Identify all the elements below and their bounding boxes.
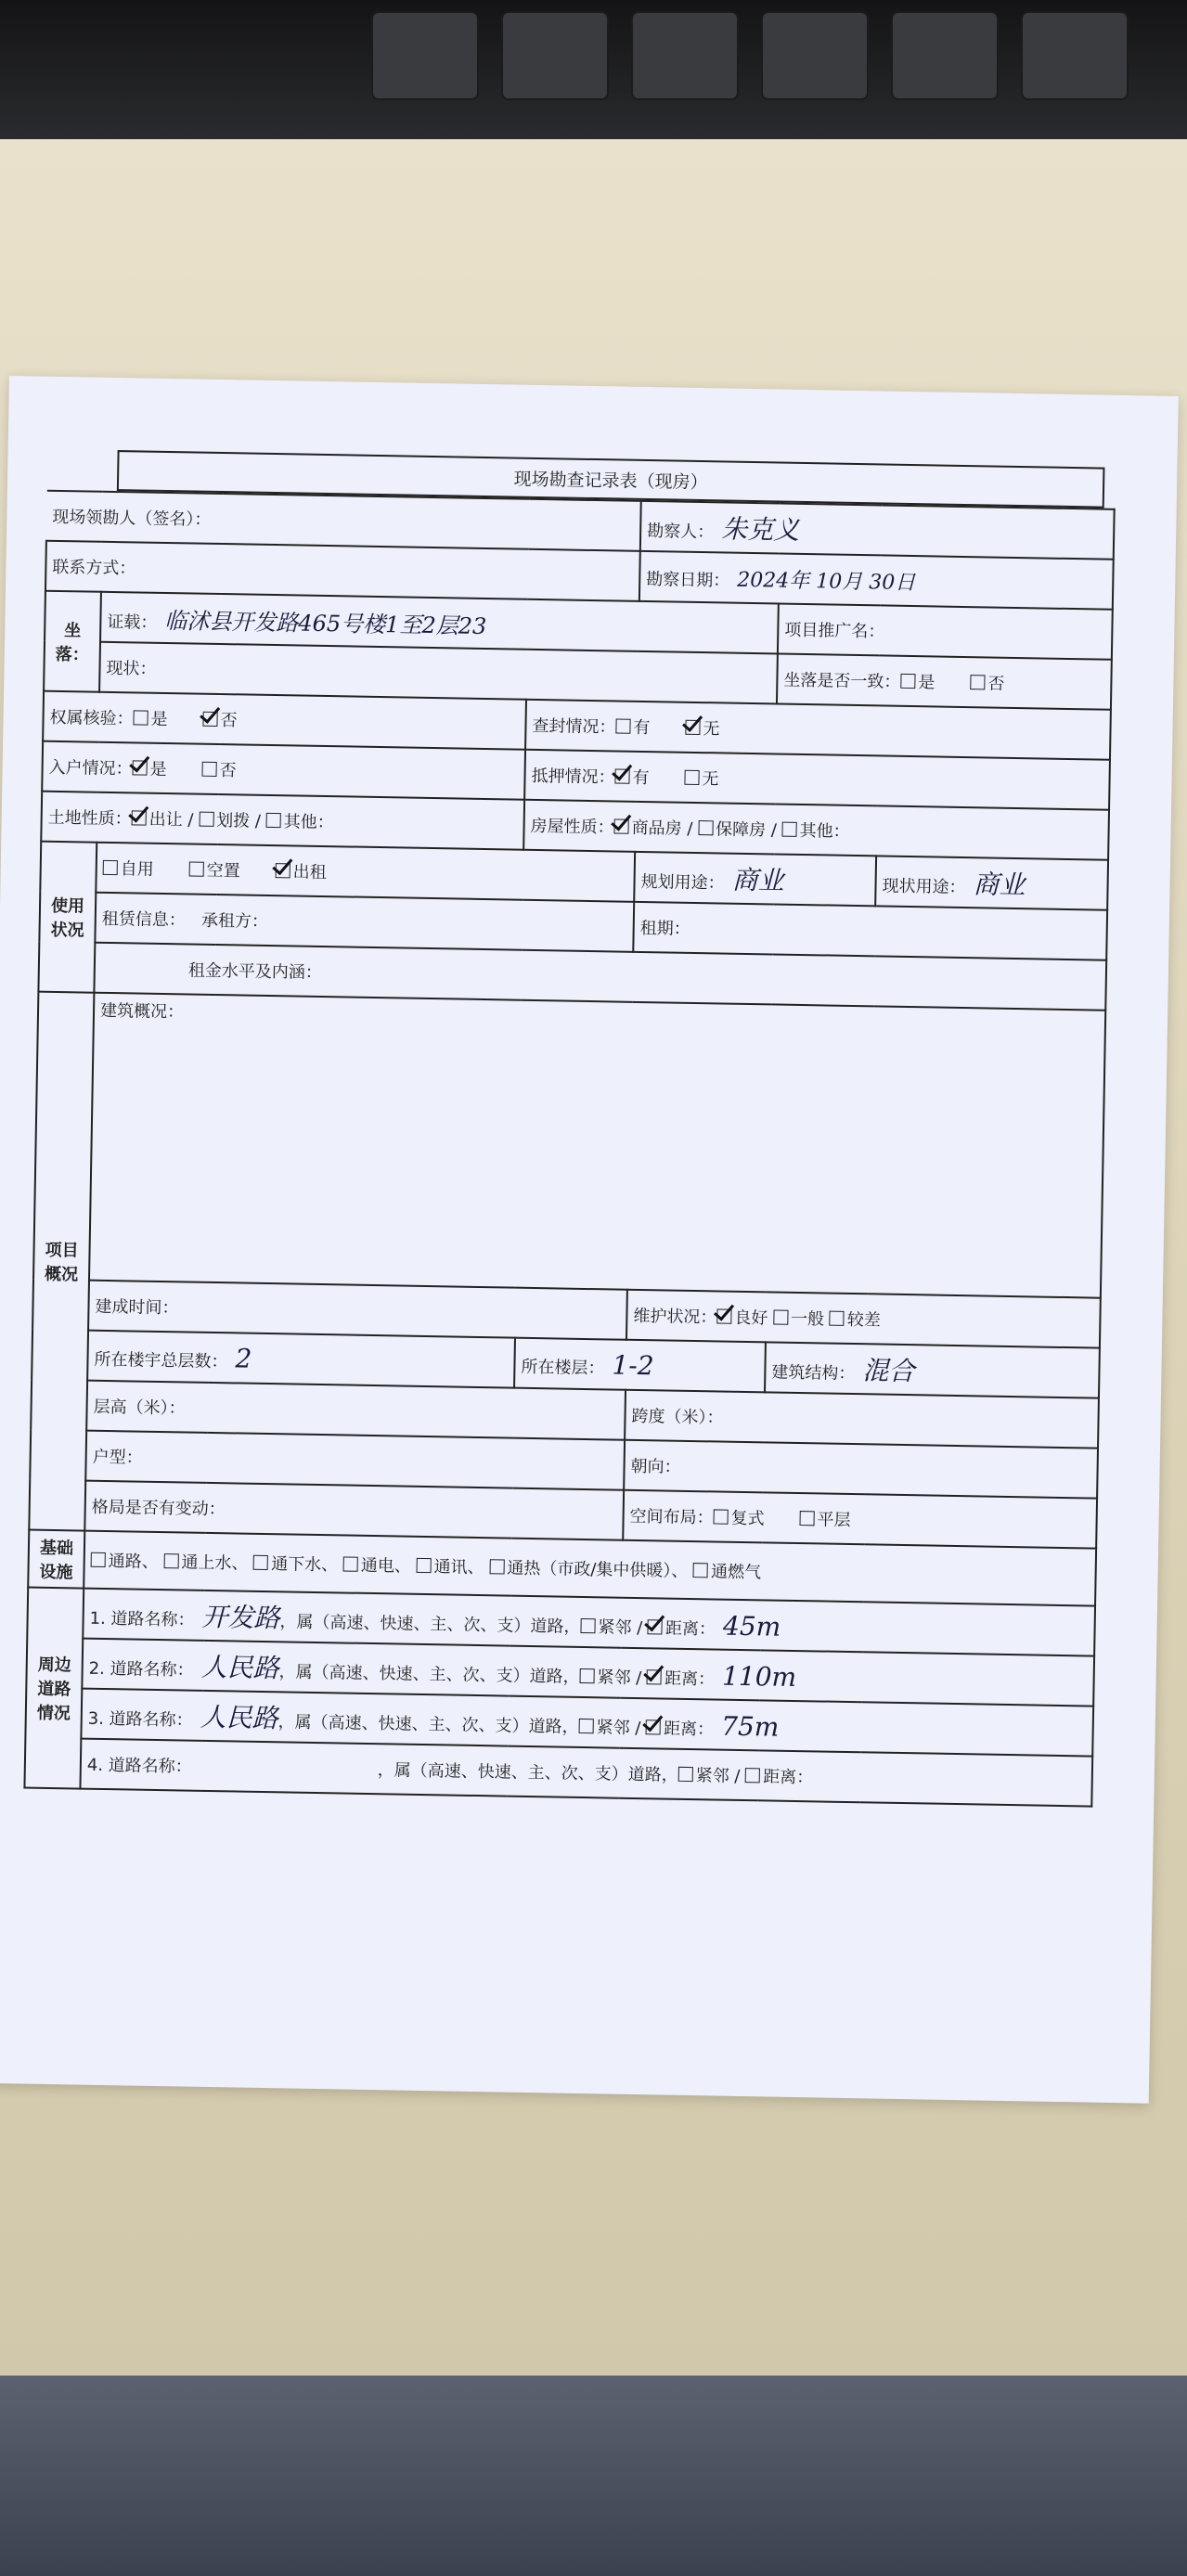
checkbox-infra-road[interactable] xyxy=(91,1552,106,1567)
checkbox-maint-good[interactable] xyxy=(716,1308,731,1323)
road-3-distance: 75m xyxy=(720,1710,780,1743)
roads-label: 周边道路情况 xyxy=(24,1588,84,1789)
struct-value: 混合 xyxy=(862,1355,915,1387)
paper-sheet xyxy=(0,376,1179,2104)
entry-label: 入户情况： xyxy=(48,757,133,779)
location-label: 坐落： xyxy=(44,591,101,692)
plan-use-value: 商业 xyxy=(731,864,784,896)
rent-label: 租金水平及内涵： xyxy=(187,960,323,983)
keyboard-key xyxy=(761,11,869,100)
checkbox-maint-avg[interactable] xyxy=(773,1310,788,1325)
checkbox-vacant[interactable] xyxy=(189,861,204,876)
surveyor-signature: 朱克义 xyxy=(720,513,800,546)
layout-flat-label: 平层 xyxy=(817,1510,851,1531)
type-label: 户型： xyxy=(92,1447,143,1468)
road-4-middle: ，属（高速、快速、主、次、支）道路， xyxy=(377,1760,678,1785)
keyboard-key xyxy=(631,11,739,100)
road-2-distance: 110m xyxy=(721,1660,797,1694)
floor-value: 1-2 xyxy=(612,1349,654,1381)
road-4-adjacent-label: 紧邻 / xyxy=(695,1766,741,1786)
layout-label: 空间布局： xyxy=(629,1506,714,1528)
floor-label: 所在楼层： xyxy=(521,1357,605,1378)
checkbox-infra-power[interactable] xyxy=(343,1556,358,1571)
promoter-label: 项目推广名： xyxy=(784,620,885,642)
seal-no-label: 无 xyxy=(703,719,720,740)
road-4-prefix: 4. 道路名称： xyxy=(86,1755,192,1777)
infra-water-label: 通上水、 xyxy=(181,1552,249,1574)
road-3-adjacent-label: 紧邻 / xyxy=(596,1718,641,1739)
current-use-label: 现状用途： xyxy=(882,876,966,898)
project-label: 项目概况 xyxy=(29,992,94,1531)
infra-gas-label: 通燃气 xyxy=(710,1562,762,1583)
checkbox-road-1-distance[interactable] xyxy=(648,1619,663,1634)
checkbox-maint-bad[interactable] xyxy=(830,1311,845,1326)
orient-label: 朝向： xyxy=(630,1456,681,1477)
road-3-name: 人民路 xyxy=(200,1701,279,1734)
mortgage-no-label: 无 xyxy=(702,769,719,790)
lessor-label: 承租方： xyxy=(200,910,269,932)
cert-address: 临沭县开发路465号楼1至2层23 xyxy=(164,607,487,639)
checkbox-self-use[interactable] xyxy=(103,860,118,875)
road-1-name: 开发路 xyxy=(201,1601,280,1634)
checkbox-consistent-no[interactable] xyxy=(970,675,985,689)
term-label: 租期： xyxy=(639,918,690,939)
survey-form xyxy=(23,490,1113,1808)
checkbox-land-other[interactable] xyxy=(266,813,281,828)
entry-no-label: 否 xyxy=(219,761,237,781)
road-3-middle: ，属（高速、快速、主、次、支）道路， xyxy=(277,1712,579,1737)
land-allocate-label: 划拨 xyxy=(215,810,251,831)
row-land: 土地性质： 出让 / 划拨 / 其他： 房屋性质： 商品房 / 保障房 / 其他： xyxy=(41,792,1109,860)
height-label: 层高（米）： xyxy=(93,1397,186,1419)
contact-label: 联系方式： xyxy=(52,557,136,579)
checkbox-layout-flat[interactable] xyxy=(800,1511,815,1526)
checkbox-road-3-adjacent[interactable] xyxy=(578,1719,593,1733)
surveyor-label: 勘察人： xyxy=(646,522,715,543)
checkbox-ownership-no[interactable] xyxy=(202,712,217,727)
infra-road-label: 通路、 xyxy=(108,1552,159,1572)
checkbox-rented[interactable] xyxy=(276,863,290,878)
checkbox-infra-heat[interactable] xyxy=(489,1559,504,1574)
road-1-adjacent-label: 紧邻 / xyxy=(598,1617,643,1639)
checkbox-ownership-yes[interactable] xyxy=(133,710,148,725)
checkbox-road-4-adjacent[interactable] xyxy=(678,1767,693,1782)
consistent-no-label: 否 xyxy=(987,674,1005,694)
checkbox-land-allocate[interactable] xyxy=(199,812,213,827)
consistent-yes-label: 是 xyxy=(918,673,935,693)
checkbox-infra-drain[interactable] xyxy=(253,1555,268,1570)
survey-date: 2024年 10月 30日 xyxy=(737,568,916,595)
date-label: 勘察日期： xyxy=(646,569,730,591)
land-label: 土地性质： xyxy=(47,807,132,830)
road-2-prefix: 2. 道路名称： xyxy=(88,1658,194,1681)
row-overview xyxy=(33,992,1105,1298)
span-label: 跨度（米）： xyxy=(631,1406,724,1428)
road-2-name: 人民路 xyxy=(200,1651,279,1684)
checkbox-road-2-distance[interactable] xyxy=(647,1669,662,1684)
infra-drain-label: 通下水、 xyxy=(270,1554,339,1576)
floors-label: 所在楼宇总层数： xyxy=(94,1349,228,1372)
checkbox-house-other[interactable] xyxy=(781,822,796,837)
infra-telecom-label: 通讯、 xyxy=(433,1557,484,1578)
cert-label: 证载： xyxy=(107,612,158,633)
checkbox-infra-telecom[interactable] xyxy=(416,1558,431,1573)
lease-label: 租赁信息： xyxy=(101,908,186,931)
survey-table xyxy=(23,490,1115,1808)
infra-heat-label: 通热（市政/集中供暖）、 xyxy=(507,1558,689,1581)
ownership-no-label: 否 xyxy=(220,711,238,731)
ownership-label: 权属核验： xyxy=(49,707,134,729)
checkbox-consistent-yes[interactable] xyxy=(900,674,915,689)
layout-duplex-label: 复式 xyxy=(730,1508,765,1529)
house-commercial-label: 商品房 xyxy=(631,818,682,839)
house-affordable-label: 保障房 xyxy=(715,819,767,841)
struct-label: 建筑结构： xyxy=(771,1362,856,1385)
road-3-distance-label: 距离： xyxy=(663,1719,715,1740)
maint-label: 维护状况： xyxy=(633,1306,717,1328)
seal-yes-label: 有 xyxy=(633,717,651,739)
checkbox-road-1-adjacent[interactable] xyxy=(580,1618,595,1633)
checkbox-layout-duplex[interactable] xyxy=(714,1509,729,1524)
maint-good-label: 良好 xyxy=(734,1307,768,1329)
entry-yes-label: 是 xyxy=(149,759,167,780)
keyboard-key xyxy=(891,11,999,100)
built-label: 建成时间： xyxy=(95,1296,179,1319)
change-label: 格局是否有变动： xyxy=(91,1497,226,1520)
floor-background xyxy=(0,2376,1187,2576)
overview-label: 建筑概况： xyxy=(99,1000,185,1023)
investigator-label: 现场领勘人（签名）： xyxy=(52,507,212,530)
checkbox-seal-no[interactable] xyxy=(685,720,700,735)
road-4-distance-label: 距离： xyxy=(763,1767,814,1788)
infra-power-label: 通电、 xyxy=(360,1555,412,1577)
form-title: 现场勘查记录表（现房） xyxy=(117,450,1105,509)
keyboard-key xyxy=(371,11,479,100)
maint-bad-label: 较差 xyxy=(846,1309,882,1331)
road-3-prefix: 3. 道路名称： xyxy=(87,1708,193,1731)
checkbox-infra-gas[interactable] xyxy=(693,1563,708,1578)
road-2-adjacent-label: 紧邻 / xyxy=(597,1668,642,1689)
land-other-label: 其他： xyxy=(283,812,334,833)
ownership-yes-label: 是 xyxy=(150,709,168,730)
floors-value: 2 xyxy=(235,1342,252,1374)
checkbox-road-3-distance[interactable] xyxy=(646,1719,661,1734)
checkbox-entry-no[interactable] xyxy=(201,762,216,777)
checkbox-mortgage-no[interactable] xyxy=(684,770,699,785)
checkbox-house-commercial[interactable] xyxy=(613,818,628,833)
checkbox-house-affordable[interactable] xyxy=(698,820,713,835)
infra-label: 基础设施 xyxy=(28,1530,84,1589)
keyboard-key xyxy=(501,11,609,100)
checkbox-road-4-distance[interactable] xyxy=(745,1768,760,1783)
keyboard xyxy=(0,0,1187,139)
consistent-label: 坐落是否一致： xyxy=(783,670,901,692)
road-1-middle: ，属（高速、快速、主、次、支）道路， xyxy=(279,1612,581,1637)
house-other-label: 其他： xyxy=(799,820,850,842)
checkbox-land-transfer[interactable] xyxy=(132,810,147,825)
usage-label: 使用状况 xyxy=(38,842,97,993)
land-transfer-label: 出让 xyxy=(148,809,183,831)
mortgage-label: 抵押情况： xyxy=(531,766,615,788)
checkbox-entry-yes[interactable] xyxy=(133,760,148,775)
road-1-distance: 45m xyxy=(722,1610,781,1642)
road-1-prefix: 1. 道路名称： xyxy=(89,1608,195,1630)
maint-avg-label: 一般 xyxy=(790,1308,825,1330)
status-label: 现状： xyxy=(106,658,157,679)
mortgage-yes-label: 有 xyxy=(632,767,650,789)
rented-label: 出租 xyxy=(292,862,327,883)
checkbox-road-2-adjacent[interactable] xyxy=(579,1668,594,1683)
checkbox-mortgage-yes[interactable] xyxy=(614,768,629,783)
plan-use-label: 规划用途： xyxy=(640,871,725,894)
self-use-label: 自用 xyxy=(120,859,154,880)
road-2-middle: ，属（高速、快速、主、次、支）道路， xyxy=(278,1662,580,1687)
keyboard-key xyxy=(1021,11,1129,100)
current-use-value: 商业 xyxy=(973,869,1026,901)
road-1-distance-label: 距离： xyxy=(664,1618,716,1640)
checkbox-seal-yes[interactable] xyxy=(615,718,630,733)
road-2-distance-label: 距离： xyxy=(664,1668,716,1690)
checkbox-infra-water[interactable] xyxy=(163,1553,178,1568)
vacant-label: 空置 xyxy=(206,860,240,882)
seal-label: 查封情况： xyxy=(532,715,616,738)
house-label: 房屋性质： xyxy=(530,816,614,838)
